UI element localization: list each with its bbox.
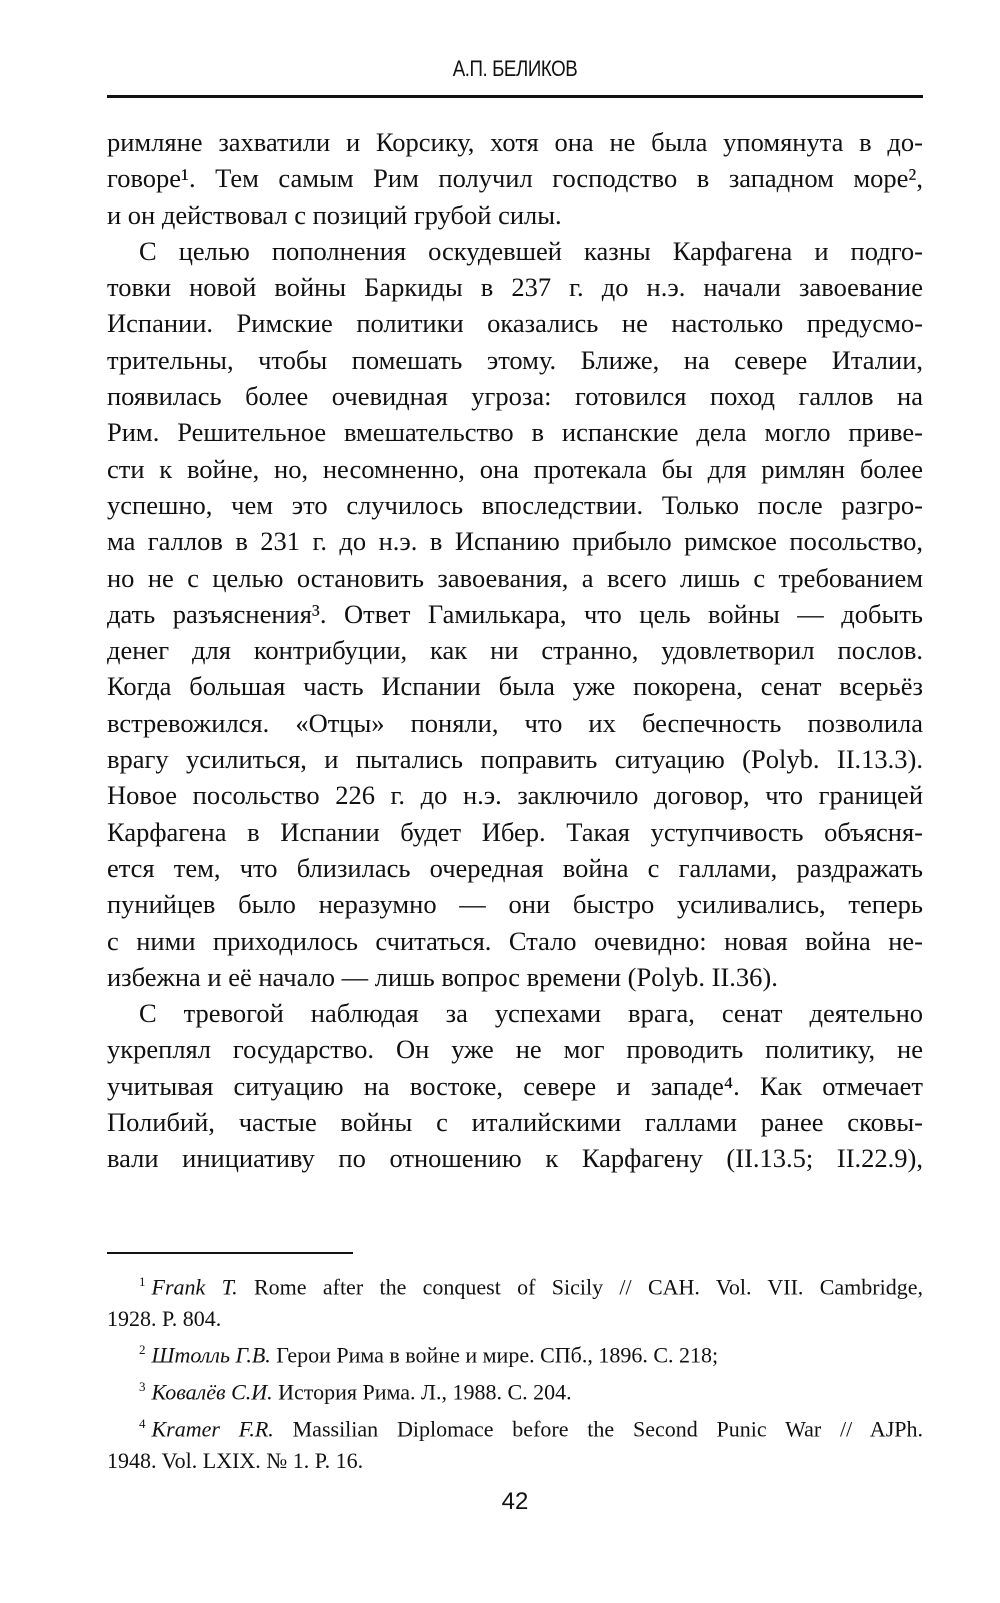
footnote-marker: 2: [139, 1342, 146, 1358]
footnote-author: Frank T.: [151, 1274, 238, 1300]
text-line: укреплял государство. Он уже не мог проводить политику, не: [107, 1034, 923, 1065]
text-line: римляне захватили и Корсику, хотя она не была упомянута в до-: [107, 127, 923, 157]
footnote-continuation: 1948. Vol. LXIX. № 1. P. 16.: [107, 1447, 364, 1473]
footnote-marker: 1: [139, 1274, 146, 1289]
text-line: ма галлов в 231 г. до н.э. в Испанию прибыло римское посольство,: [107, 526, 923, 557]
text-line: с ними приходилось считаться. Стало очевидно: новая война не-: [107, 925, 923, 956]
text-line: и он действовал с позиций грубой силы.: [107, 199, 562, 230]
text-line: учитывая ситуацию на востоке, севере и западе⁴. Как отмечает: [107, 1070, 923, 1101]
text-line: С целью пополнения оскудевшей казны Карфагена и подго-: [139, 235, 923, 266]
running-header: А.П. БЕЛИКОВ: [452, 56, 578, 81]
footnote-author: Штолль Г.В.: [151, 1342, 271, 1368]
footnote-text: История Рима. Л., 1988. С. 204.: [272, 1379, 572, 1405]
text-line: трительны, чтобы помешать этому. Ближе, на севере Италии,: [107, 344, 923, 375]
text-line: сти к войне, но, несомненно, она протекала бы для римлян более: [107, 453, 923, 484]
text-line: ется тем, что близилась очередная война с галлами, раздражать: [107, 852, 923, 883]
text-line: Испании. Римские политики оказались не настолько предусмо-: [107, 308, 923, 339]
footnote-3: [107, 1371, 923, 1408]
text-line: Полибий, частые войны с италийскими галлами ранее сковы-: [107, 1107, 923, 1138]
footnote-text: Герои Рима в войне и мире. СПб., 1896. С. 218;: [270, 1342, 719, 1368]
text-line: вали инициативу по отношению к Карфагену (II.13.5; II.22.9),: [107, 1143, 923, 1174]
main-text: [107, 124, 923, 1177]
text-line: пунийцев было неразумно — они быстро усиливались, теперь: [107, 889, 923, 920]
footnote-4: [107, 1408, 923, 1445]
text-line: появилась более очевидная угроза: готовился поход галлов на: [107, 381, 923, 412]
footnote-1: [107, 1266, 923, 1303]
text-line: Новое посольство 226 г. до н.э. заключило договор, что границей: [107, 780, 923, 811]
footnote-marker: 3: [139, 1379, 146, 1395]
text-line: говоре¹. Тем самым Рим получил господство в западном море²,: [107, 163, 923, 194]
text-line: Карфагена в Испании будет Ибер. Такая уступчивость объясня-: [107, 816, 923, 847]
footnote-text: Massilian Diplomace before the Second Punic War // AJPh.: [273, 1416, 923, 1442]
text-line: Когда большая часть Испании была уже покорена, сенат всерьёз: [107, 671, 923, 702]
header-rule: [107, 95, 923, 98]
footnote-text: Rome after the conquest of Sicily // CAH. Vol. VII. Cambridge,: [237, 1274, 923, 1300]
footnote-separator: [107, 1252, 353, 1254]
text-line: но не с целью остановить завоевания, а всего лишь с требованием: [107, 562, 923, 593]
footnote-author: Ковалёв С.И.: [151, 1379, 273, 1405]
page-number: 42: [501, 1488, 529, 1515]
text-line: врагу усилиться, и пытались поправить ситуацию (Polyb. II.13.3).: [107, 744, 923, 775]
text-line: Рим. Решительное вмешательство в испанские дела могло приве-: [107, 417, 923, 448]
text-line: избежна и её начало — лишь вопрос времени (Polyb. II.36).: [107, 961, 778, 992]
text-line: дать разъяснения³. Ответ Гамилькара, что цель войны — добыть: [107, 598, 923, 629]
footnote-author: Kramer F.R.: [151, 1416, 274, 1442]
footnote-2: [107, 1334, 923, 1371]
footnote-marker: 4: [139, 1415, 146, 1431]
text-line: С тревогой наблюдая за успехами врага, сенат деятельно: [139, 998, 923, 1029]
text-line: денег для контрибуции, как ни странно, удовлетворил послов.: [107, 635, 923, 666]
text-line: товки новой войны Баркиды в 237 г. до н.э. начали завоевание: [107, 272, 923, 303]
text-line: встревожился. «Отцы» поняли, что их беспечность позволила: [107, 707, 923, 738]
footnotes: [107, 1266, 923, 1476]
text-line: успешно, чем это случилось впоследствии. Только после разгро-: [107, 489, 923, 520]
footnote-continuation: 1928. P. 804.: [107, 1305, 222, 1331]
